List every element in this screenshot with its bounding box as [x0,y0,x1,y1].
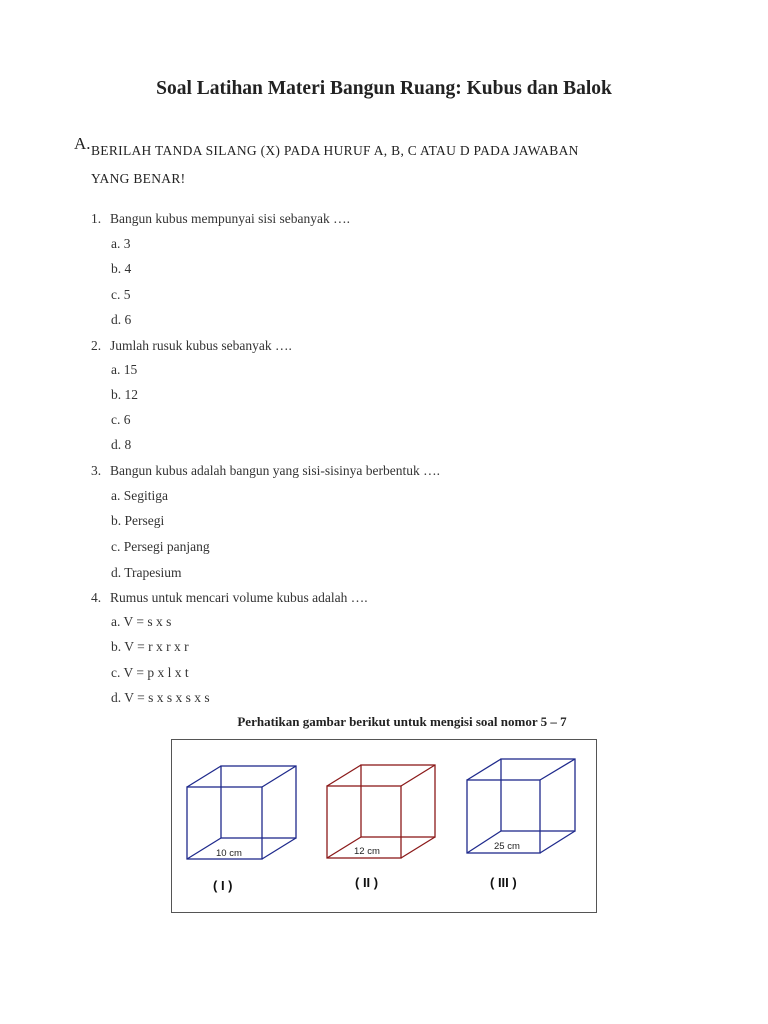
option-2a: a. 15 [111,362,138,377]
cube-ii-label: ( II ) [355,875,379,890]
cube-iii-label: ( III ) [490,875,517,890]
figure-caption: Perhatikan gambar berikut untuk mengisi soal nomor 5 – 7 [237,714,567,729]
question-1 [91,211,350,227]
question-4 [91,590,368,606]
section-instruction-line1: BERILAH TANDA SILANG (X) PADA HURUF A, B, C ATAU D PADA JAWABAN [91,143,579,158]
cube-i-edge-label: 10 cm [216,848,242,859]
section-instruction-line2: YANG BENAR! [91,171,186,186]
question-text: Bangun kubus adalah bangun yang sisi-sisinya berbentuk …. [110,463,440,478]
option-1b: b. 4 [111,261,132,276]
option-2b: b. 12 [111,387,138,402]
option-1a: a. 3 [111,236,131,251]
cube-iii-edge-label: 25 cm [494,841,520,852]
question-number: 3. [91,463,102,478]
option-3b: b. Persegi [111,513,165,528]
cube-figure [171,739,597,913]
question-number: 4. [91,590,102,605]
option-4a: a. V = s x s [111,614,172,629]
document-title: Soal Latihan Materi Bangun Ruang: Kubus dan Balok [156,78,612,99]
option-1c: c. 5 [111,287,131,302]
option-4c: c. V = p x l x t [111,665,189,680]
cube-iii-drawing [467,759,575,853]
option-3d: d. Trapesium [111,565,182,580]
question-text: Bangun kubus mempunyai sisi sebanyak …. [110,211,350,226]
option-2d: d. 8 [111,437,132,452]
cube-i-drawing [187,766,296,859]
question-2 [91,338,292,354]
question-number: 1. [91,211,102,226]
question-text: Jumlah rusuk kubus sebanyak …. [110,338,292,353]
option-2c: c. 6 [111,412,131,427]
question-number: 2. [91,338,102,353]
option-4b: b. V = r x r x r [111,639,189,654]
cube-ii-edge-label: 12 cm [354,846,380,857]
option-3a: a. Segitiga [111,488,168,503]
section-instruction [91,137,691,193]
question-text: Rumus untuk mencari volume kubus adalah …. [110,590,368,605]
question-3 [91,463,440,479]
cube-i-label: ( I ) [213,878,233,893]
cube-ii-drawing [327,765,435,858]
option-1d: d. 6 [111,312,132,327]
section-marker: A. [74,134,91,153]
option-3c: c. Persegi panjang [111,539,210,554]
cube-drawings [172,740,598,914]
option-4d: d. V = s x s x s x s [111,690,210,705]
